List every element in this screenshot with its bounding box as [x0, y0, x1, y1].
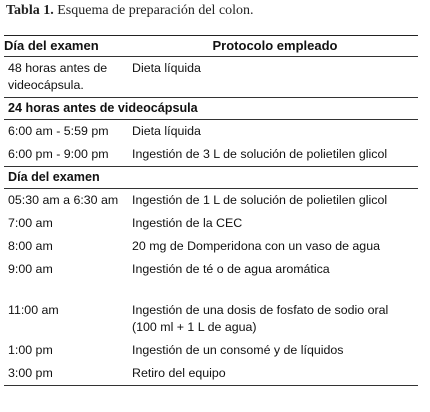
protocol-line: (100 ml + 1 L de agua) [132, 320, 257, 334]
caption-text: Esquema de preparación del colon. [57, 3, 254, 18]
bottom-rule [4, 385, 418, 386]
time-cell: 11:00 am [8, 303, 59, 317]
protocol-cell: Ingestión de 3 L de solución de polietilen glicol [132, 147, 388, 161]
protocol-cell: Dieta líquida [132, 124, 201, 138]
header-row [4, 36, 418, 56]
time-cell: 9:00 am [8, 262, 53, 276]
table-caption [6, 3, 254, 19]
protocol-cell: Dieta líquida [132, 61, 201, 75]
time-line: 48 horas antes de [8, 61, 108, 75]
table-row [4, 212, 418, 235]
protocol-cell [132, 302, 418, 336]
time-cell: 8:00 am [8, 239, 53, 253]
table-row [4, 281, 418, 339]
preparation-table [4, 35, 418, 386]
caption-label: Tabla 1. [6, 3, 54, 18]
protocol-cell: Ingestión de 1 L de solución de polietilen glicol [132, 193, 388, 207]
time-cell: 6:00 pm - 9:00 pm [8, 147, 109, 161]
table-row [4, 339, 418, 362]
time-cell [4, 60, 132, 94]
table-row [4, 235, 418, 258]
section-title: 24 horas antes de videocápsula [8, 101, 198, 115]
table-row [4, 189, 418, 212]
table-row [4, 120, 418, 143]
time-cell: 05:30 am a 6:30 am [8, 193, 119, 207]
protocol-cell: 20 mg de Domperidona con un vaso de agua [132, 239, 380, 253]
time-cell: 3:00 pm [8, 366, 53, 380]
time-line: videocápsula. [8, 78, 84, 92]
section-title: Día del examen [8, 170, 100, 184]
protocol-line: Ingestión de una dosis de fosfato de sodio oral [132, 303, 389, 317]
protocol-cell: Retiro del equipo [132, 366, 226, 380]
time-cell: 1:00 pm [8, 343, 53, 357]
table-row [4, 258, 418, 281]
protocol-cell: Ingestión de la CEC [132, 216, 243, 230]
header-protocol: Protocolo empleado [212, 38, 338, 53]
time-cell: 7:00 am [8, 216, 53, 230]
protocol-cell: Ingestión de un consomé y de líquidos [132, 343, 344, 357]
time-cell: 6:00 am - 5:59 pm [8, 124, 109, 138]
table-row [4, 362, 418, 385]
table-row [4, 57, 418, 97]
table-row [4, 143, 418, 166]
protocol-cell: Ingestión de té o de agua aromática [132, 262, 330, 276]
header-exam-day: Día del examen [4, 38, 99, 53]
